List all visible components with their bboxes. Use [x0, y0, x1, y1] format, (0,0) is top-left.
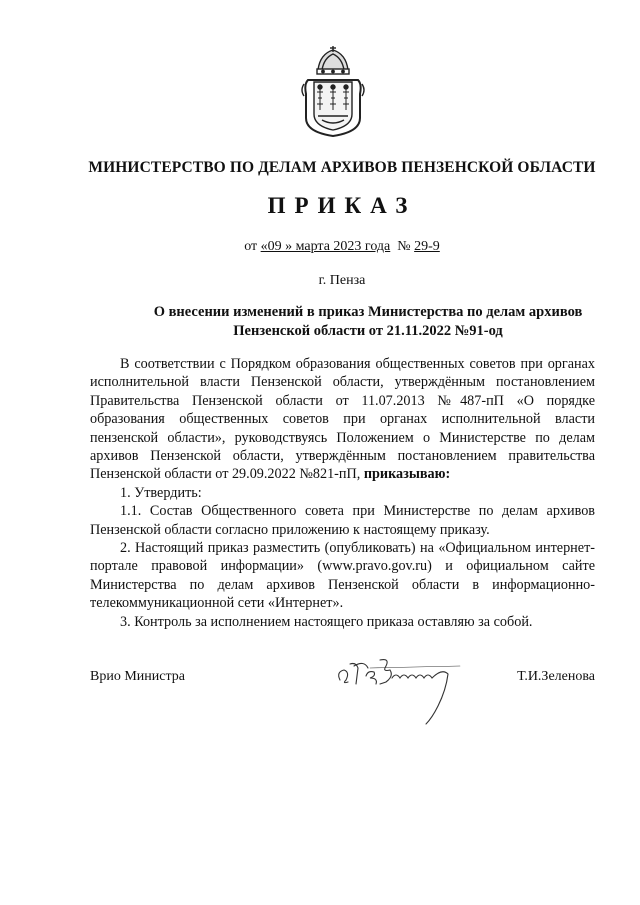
document-type: ПРИКАЗ: [267, 193, 417, 218]
body-paragraph: 1. Утвердить:: [120, 484, 202, 501]
coat-of-arms-icon: [300, 44, 366, 140]
paragraph-text: В соответствии с Порядком образования общественных советов при органах исполнительной власти Пензенской области, утверждённым постановлением Правительства Пензенской области от 11.07.2013 №487-пП «О порядке образования общественных советов при органах исполнительной власти пензенской области», руководствуясь Положением о Министерстве по делам архивов Пензенской области, утверждённым постановлением правительства Пензенской области от 29.09.2022 №821-пП,: [90, 356, 595, 483]
city: г. Пенза: [318, 273, 366, 288]
document-subject: [90, 303, 640, 341]
subject-line: Пензенской области от 21.11.2022 №91-од: [233, 323, 503, 339]
number-prefix: №: [397, 239, 415, 254]
body-paragraph: [90, 355, 595, 484]
directive-word: приказываю:: [363, 466, 451, 483]
signer-position: Врио Министра: [90, 669, 185, 684]
signer-name: Т.И.Зеленова: [517, 669, 595, 684]
body-paragraph: 1.1. Состав Общественного совета при Министерстве по делам архивов Пензенской области согласно приложению к настоящему приказу.: [90, 503, 595, 538]
document-date: «09 » марта 2023 года: [260, 239, 391, 254]
signature-image: [330, 650, 470, 725]
organization-name: МИНИСТЕРСТВО ПО ДЕЛАМ АРХИВОВ ПЕНЗЕНСКОЙ ОБЛАСТИ: [88, 159, 596, 176]
subject-line: О внесении изменений в приказ Министерства по делам архивов: [153, 304, 583, 320]
document-number: 29-9: [414, 239, 440, 254]
body-paragraph: 3. Контроль за исполнением настоящего приказа оставляю за собой.: [120, 613, 533, 630]
document-body: [90, 355, 595, 631]
date-line: [0, 239, 640, 255]
body-paragraph: 2. Настоящий приказ разместить (опубликовать) на «Официальном интернет-портале правовой информации» (www.pravo.gov.ru) и официальном сайте Министерства по делам архивов Пензенской области в информационно-телекоммуникационной сети «Интернет».: [90, 540, 595, 612]
date-prefix: от: [244, 239, 261, 254]
